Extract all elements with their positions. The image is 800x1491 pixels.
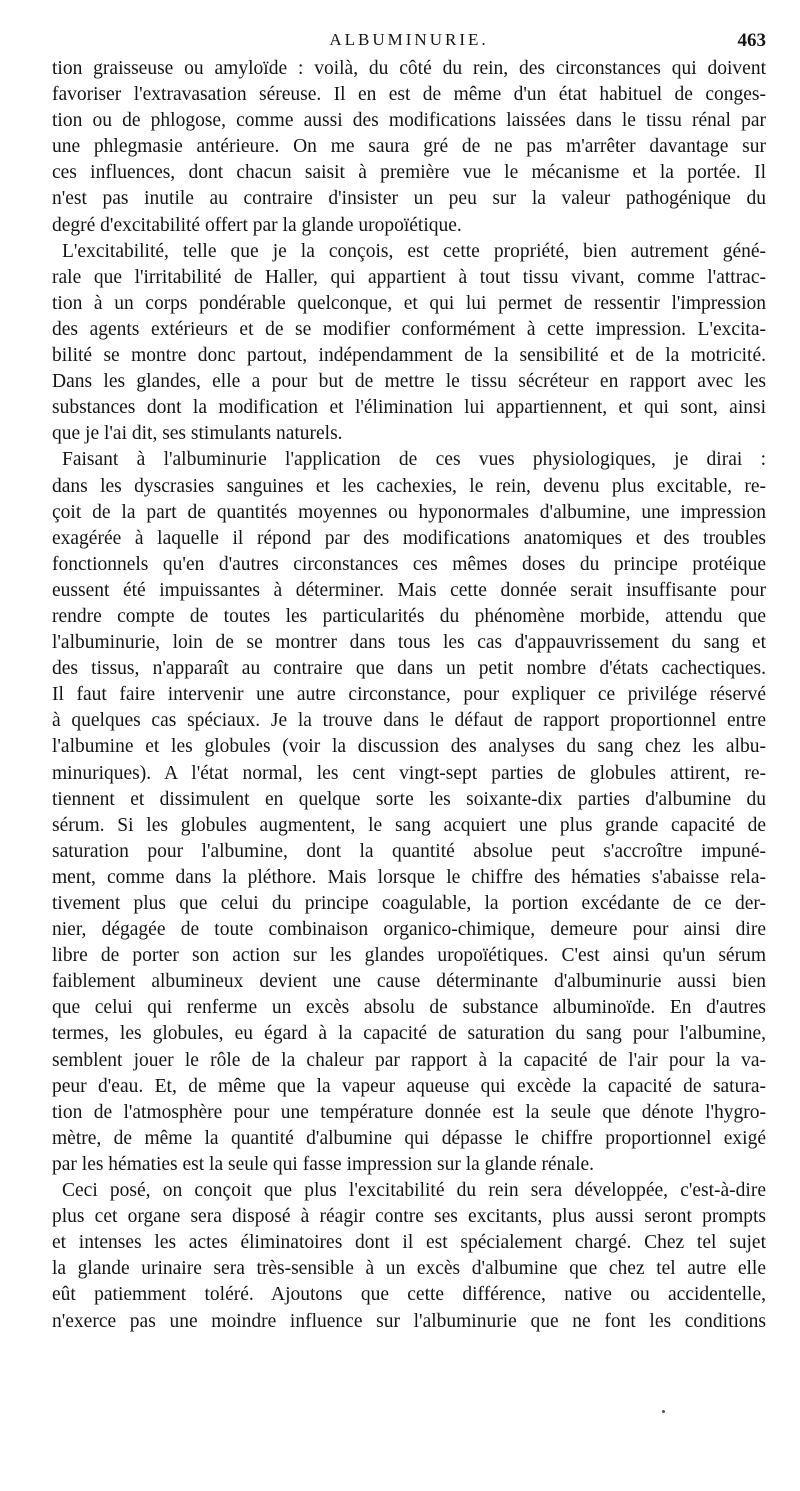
text-line: eût patiemment toléré. Ajoutons que cette différence, native ou accidentelle, — [52, 1284, 766, 1306]
text-line: çoit de la part de quantités moyennes ou hyponormales d'albumine, une impression — [52, 501, 766, 523]
text-line: degré d'excitabilité offert par la glande uropoïétique. — [52, 214, 462, 236]
text-line: tion graisseuse ou amyloïde : voilà, du côté du rein, des circonstances qui doivent — [52, 58, 766, 79]
text-line: rendre compte de toutes les particularités du phénomène morbide, attendu que — [52, 605, 766, 627]
text-line: semblent jouer le rôle de la chaleur par rapport à la capacité de l'air pour la va- — [52, 1049, 766, 1071]
text-line: libre de porter son action sur les glandes uropoïétiques. C'est ainsi qu'un sérum — [52, 945, 766, 967]
text-line: tiennent et dissimulent en quelque sorte les soixante-dix parties d'albumine du — [52, 788, 766, 810]
text-line: minuriques). A l'état normal, les cent vingt-sept parties de globules attirent, re- — [52, 762, 766, 784]
text-line: saturation pour l'albumine, dont la quantité absolue peut s'accroître impuné- — [52, 840, 766, 862]
text-line: Il faut faire intervenir une autre circonstance, pour expliquer ce privilége réservé — [52, 684, 766, 706]
text-line: l'albumine et les globules (voir la discussion des analyses du sang chez les albu- — [52, 736, 766, 758]
text-line: favoriser l'extravasation séreuse. Il en est de même d'un état habituel de conges- — [52, 84, 766, 106]
body-text — [52, 56, 766, 1335]
text-line: à quelques cas spéciaux. Je la trouve dans le défaut de rapport proportionnel entre — [52, 710, 766, 732]
text-line: des agents extérieurs et de se modifier conformément à cette impression. L'excita- — [52, 318, 766, 340]
text-line: ces influences, dont chacun saisit à première vue le mécanisme et la portée. Il — [52, 162, 766, 184]
page-number: 463 — [737, 30, 766, 51]
text-line: eussent été impuissantes à déterminer. Mais cette donnée serait insuffisante pour — [52, 579, 766, 601]
text-line: fonctionnels qu'en d'autres circonstances ces mêmes doses du principe protéique — [52, 553, 766, 575]
text-line: une phlegmasie antérieure. On me saura gré de ne pas m'arrêter davantage sur — [52, 136, 766, 158]
text-line: rale que l'irritabilité de Haller, qui appartient à tout tissu vivant, comme l'attrac- — [52, 266, 766, 288]
text-line: n'est pas inutile au contraire d'insister un peu sur la valeur pathogénique du — [52, 188, 766, 210]
text-line: termes, les globules, eu égard à la capacité de saturation du sang pour l'albumine, — [52, 1023, 766, 1045]
running-title: ALBUMINURIE. — [329, 30, 489, 49]
ink-speck — [662, 1410, 665, 1413]
text-line: sérum. Si les globules augmentent, le sang acquiert une plus grande capacité de — [52, 814, 766, 836]
text-line: substances dont la modification et l'élimination lui appartiennent, et qui sont, ainsi — [52, 397, 766, 419]
text-line: nier, dégagée de toute combinaison organico-chimique, demeure pour ainsi dire — [52, 919, 766, 941]
text-line: tion à un corps pondérable quelconque, et qui lui permet de ressentir l'impression — [52, 292, 766, 314]
text-line: l'albuminurie, loin de se montrer dans tous les cas d'appauvrissement du sang et — [52, 632, 766, 654]
text-line: par les hématies est la seule qui fasse impression sur la glande rénale. — [52, 1153, 595, 1175]
text-line: que celui qui renferme un excès absolu de substance albuminoïde. En d'autres — [52, 997, 766, 1019]
text-line: tivement plus que celui du principe coagulable, la portion excédante de ce der- — [52, 893, 766, 914]
text-line: faiblement albumineux devient une cause déterminante d'albuminurie aussi bien — [52, 971, 766, 993]
text-line: exagérée à laquelle il répond par des modifications anatomiques et des troubles — [52, 527, 766, 549]
text-line: dans les dyscrasies sanguines et les cachexies, le rein, devenu plus excitable, re- — [52, 475, 766, 497]
text-line: Faisant à l'albuminurie l'application de ces vues physiologiques, je dirai : — [62, 449, 766, 471]
text-line: la glande urinaire sera très-sensible à un excès d'albumine que chez tel autre elle — [52, 1258, 766, 1280]
text-line: des tissus, n'apparaît au contraire que dans un petit nombre d'états cachectiques. — [52, 658, 766, 680]
text-line: ment, comme dans la pléthore. Mais lorsque le chiffre des hématies s'abaisse rela- — [52, 866, 766, 888]
text-line: peur d'eau. Et, de même que la vapeur aqueuse qui excède la capacité de satura- — [52, 1075, 766, 1097]
text-line: bilité se montre donc partout, indépendamment de la sensibilité et de la motricité. — [52, 345, 766, 367]
text-line: n'exerce pas une moindre influence sur l'albuminurie que ne font les conditions — [52, 1310, 766, 1332]
text-line: Ceci posé, on conçoit que plus l'excitabilité du rein sera développée, c'est-à-dire — [62, 1180, 766, 1202]
text-line: et intenses les actes éliminatoires dont il est spécialement chargé. Chez tel sujet — [52, 1232, 766, 1254]
text-line: tion de l'atmosphère pour une température donnée est la seule que dénote l'hygro- — [52, 1101, 766, 1123]
text-line: plus cet organe sera disposé à réagir contre ses excitants, plus aussi seront prompts — [52, 1206, 766, 1228]
text-line: mètre, de même la quantité d'albumine qui dépasse le chiffre proportionnel exigé — [52, 1127, 766, 1149]
text-line: L'excitabilité, telle que je la conçois, est cette propriété, bien autrement géné- — [62, 240, 766, 262]
text-line: que je l'ai dit, ses stimulants naturels. — [52, 423, 343, 445]
running-head — [52, 26, 766, 56]
text-line: tion ou de phlogose, comme aussi des modifications laissées dans le tissu rénal par — [52, 110, 766, 132]
text-line: Dans les glandes, elle a pour but de mettre le tissu sécréteur en rapport avec les — [52, 371, 766, 393]
